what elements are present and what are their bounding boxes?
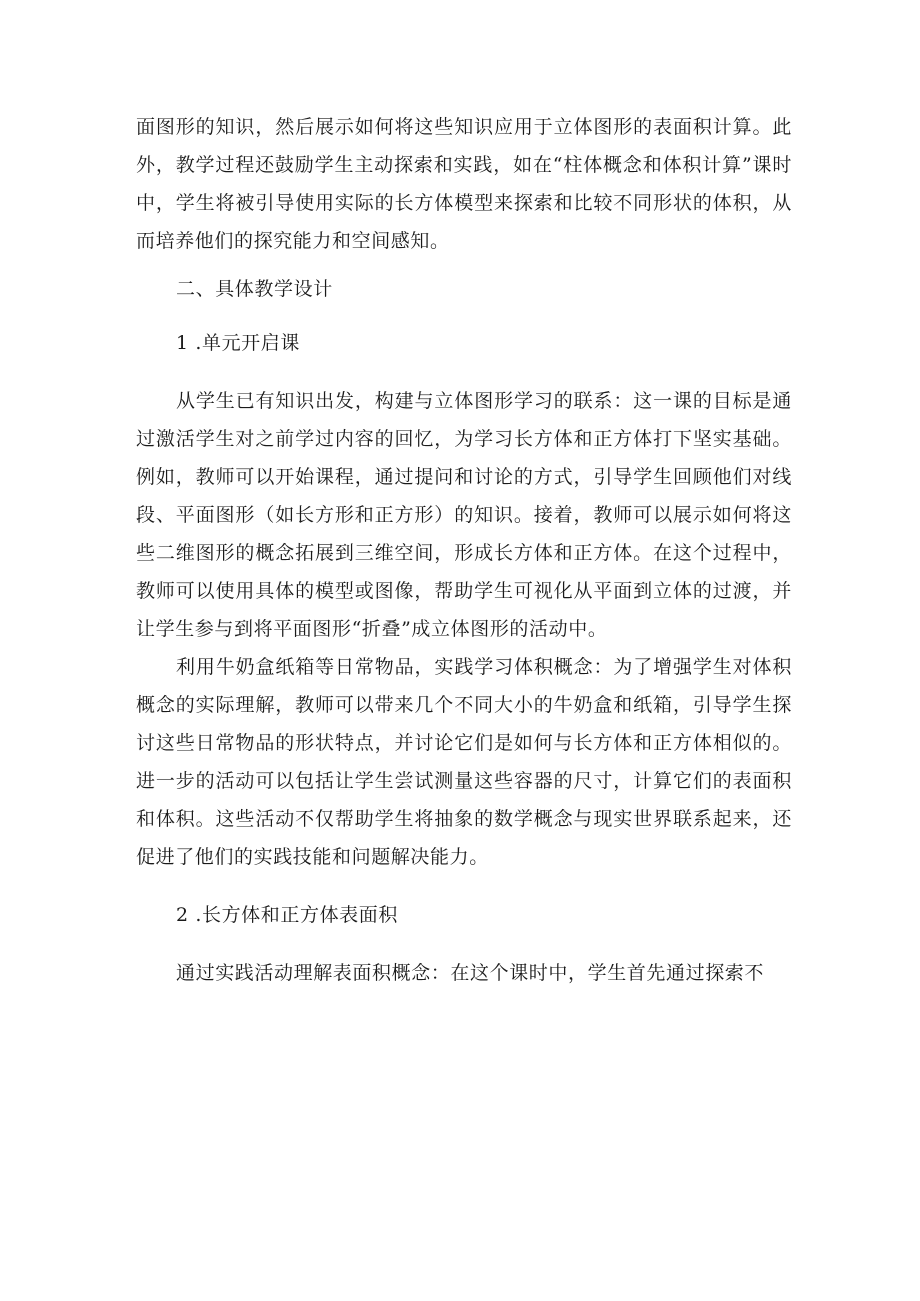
section-heading: 二、具体教学设计 (176, 278, 333, 300)
subsection-2-paragraph-a: 通过实践活动理解表面积概念：在这个课时中，学生首先通过探索不 (176, 962, 765, 984)
subsection-1-paragraph-b: 利用牛奶盒纸箱等日常物品，实践学习体积概念：为了增强学生对体积概念的实际理解，教师可以带来几个不同大小的牛奶盒和纸箱，引导学生探讨这些日常物品的形状特点，并讨论它们是如何与长方体和正方体相似的。进一步的活动可以包括让学生尝试测量这些容器的尺寸，计算它们的表面积和体积。这些活动不仅帮助学生将抽象的数学概念与现实世界联系起来，还促进了他们的实践技能和问题解决能力。 (136, 656, 792, 868)
subsection-heading-2: 2 .长方体和正方体表面积 (176, 904, 398, 926)
subsection-1-paragraph-a: 从学生已有知识出发，构建与立体图形学习的联系：这一课的目标是通过激活学生对之前学过内容的回忆，为学习长方体和正方体打下坚实基础。例如，教师可以开始课程，通过提问和讨论的方式，引导学生回顾他们对线段、平面图形（如长方形和正方形）的知识。接着，教师可以展示如何将这些二维图形的概念拓展到三维空间，形成长方体和正方体。在这个过程中，教师可以使用具体的模型或图像，帮助学生可视化从平面到立体的过渡，并让学生参与到将平面图形“折叠”成立体图形的活动中。 (136, 390, 792, 640)
document-body (136, 108, 792, 992)
subsection-heading-1: 1 .单元开启课 (176, 332, 300, 354)
intro-paragraph: 面图形的知识，然后展示如何将这些知识应用于立体图形的表面积计算。此外，教学过程还鼓励学生主动探索和实践，如在“柱体概念和体积计算”课时中，学生将被引导使用实际的长方体模型来探索和比较不同形状的体积，从而培养他们的探究能力和空间感知。 (136, 116, 792, 252)
